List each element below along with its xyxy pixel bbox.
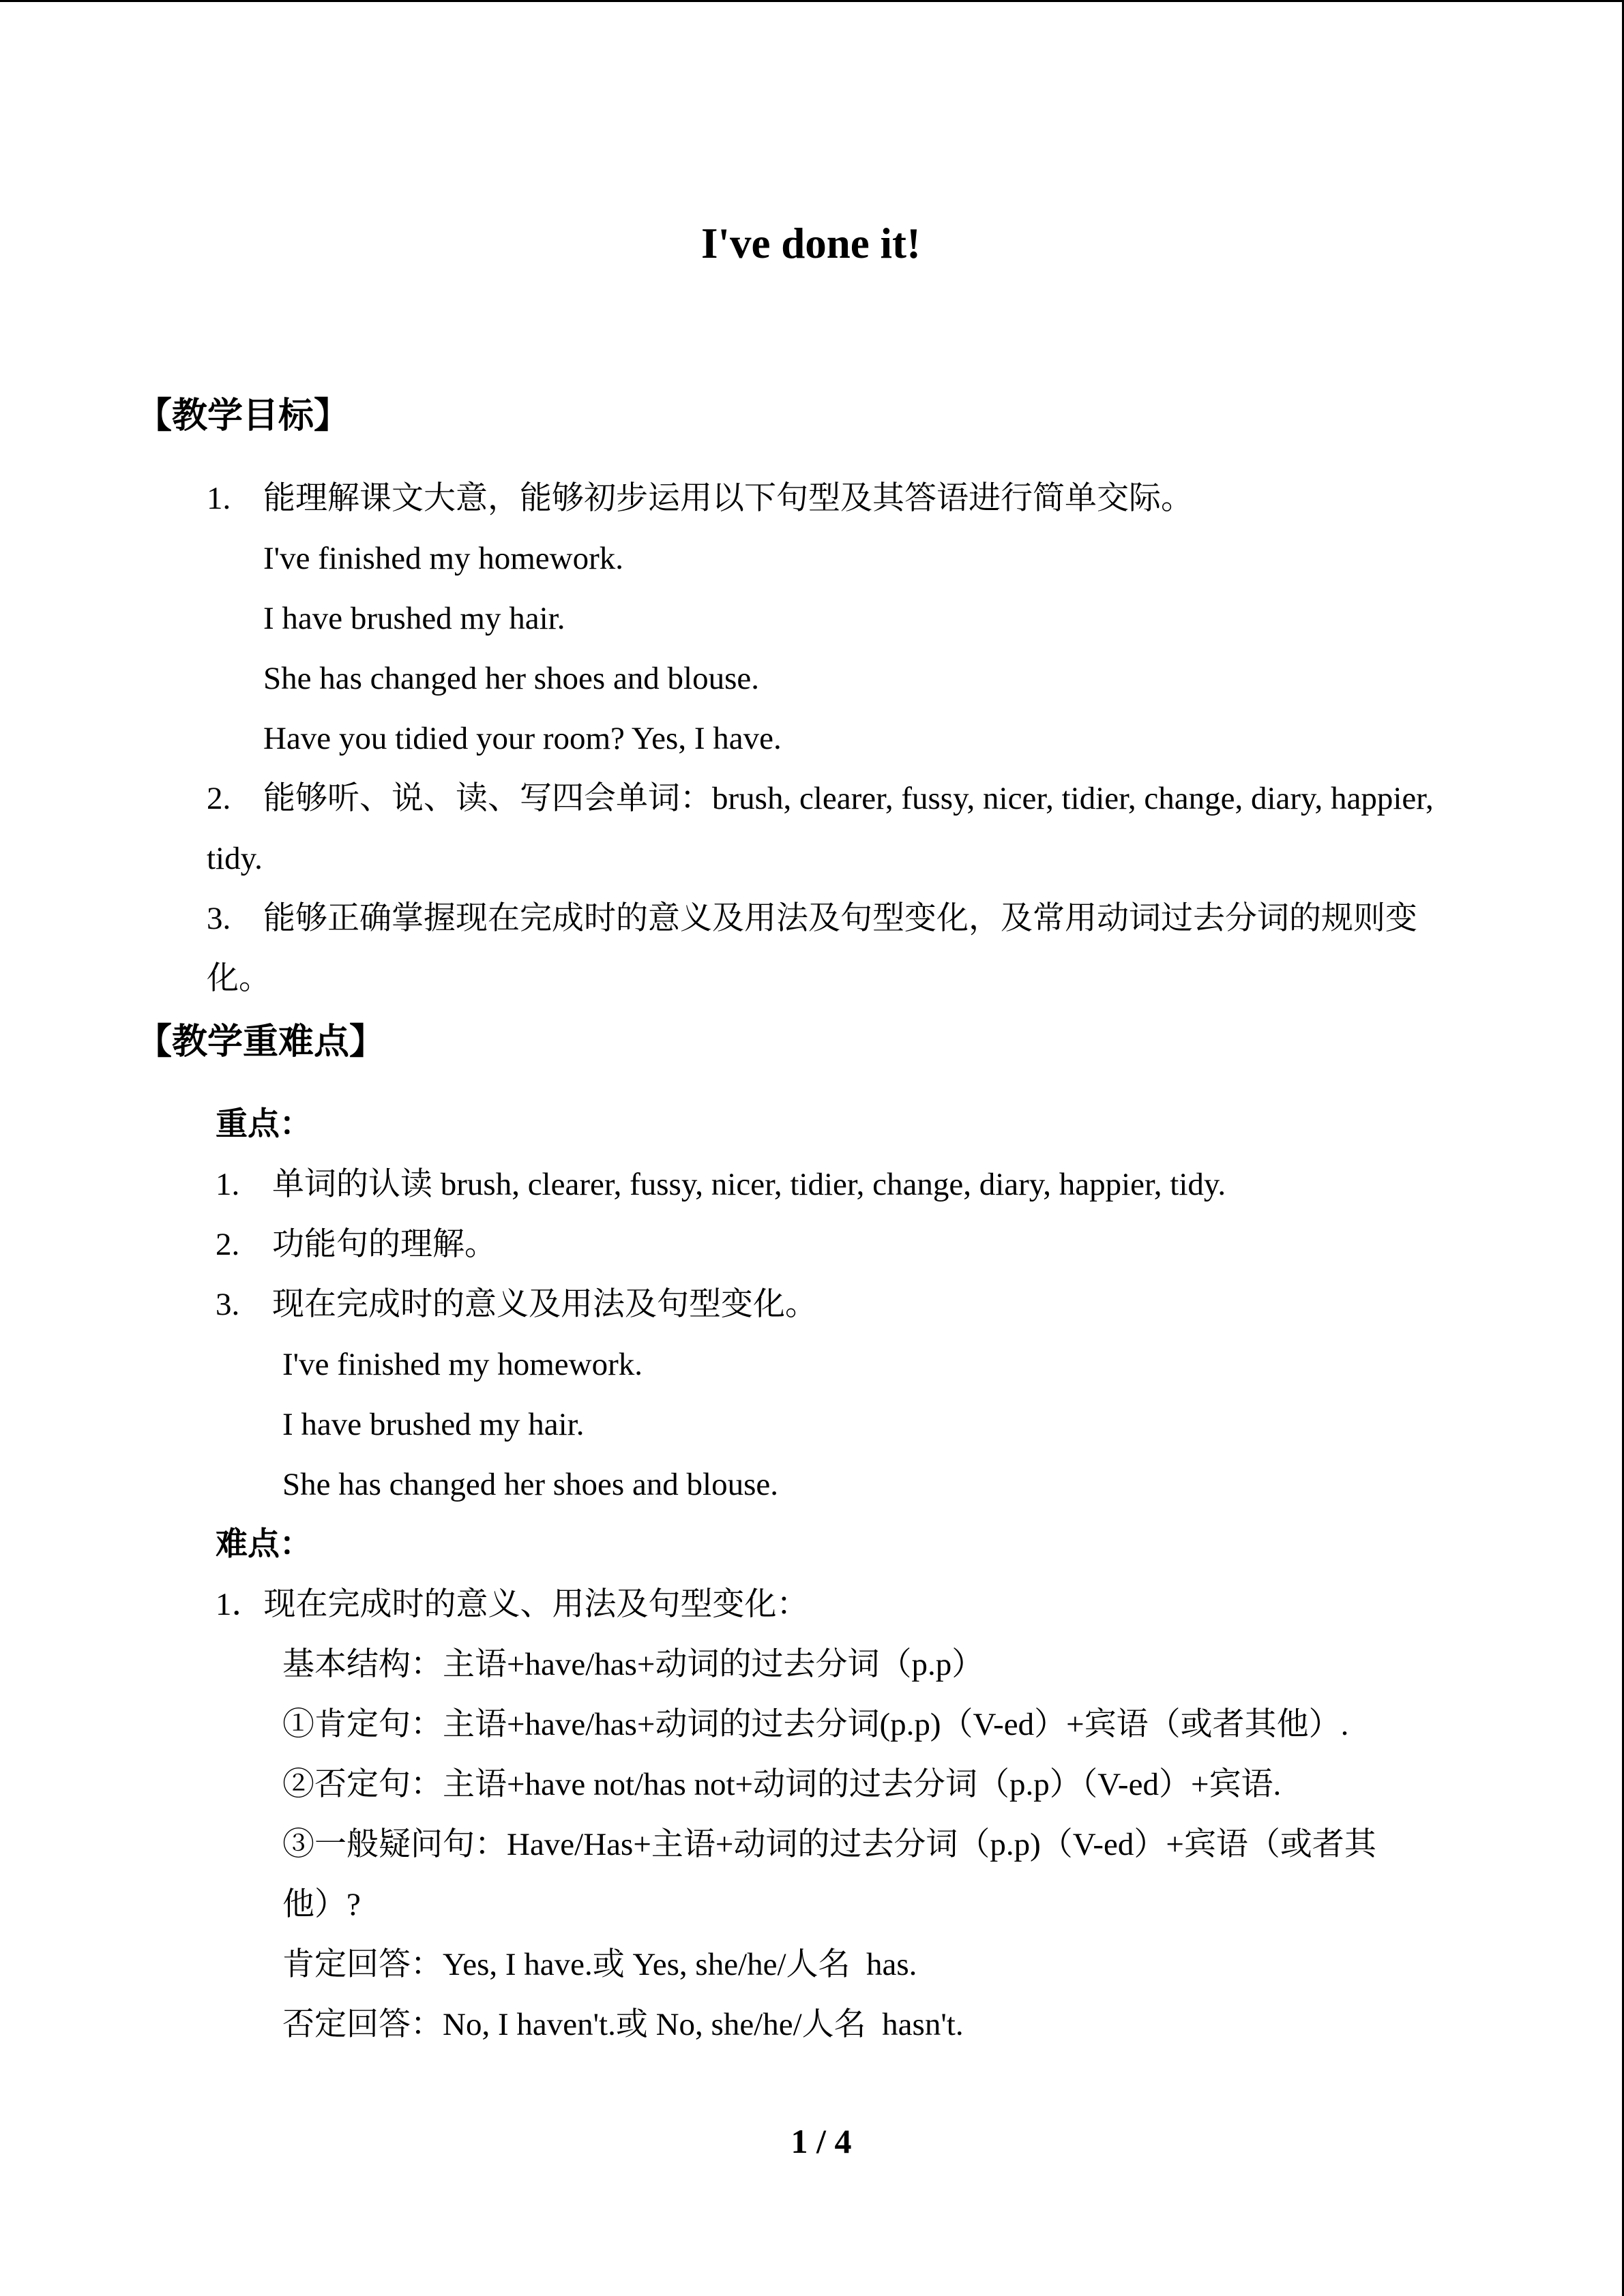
grammar-structure-line: 基本结构：主语+have/has+动词的过去分词（p.p） xyxy=(282,1647,984,1682)
item-number: 3. xyxy=(216,1287,240,1322)
item-number: 1. xyxy=(216,1167,240,1202)
section-heading-key-and-difficult-points: 【教学重难点】 xyxy=(136,1023,385,1062)
document-body xyxy=(0,383,1622,2055)
example-sentence: She has changed her shoes and blouse. xyxy=(282,1467,779,1502)
item-number: 2. xyxy=(207,781,231,816)
item-number: 2. xyxy=(216,1227,240,1262)
item-number: 1. xyxy=(207,481,231,516)
item-text: 能理解课文大意，能够初步运用以下句型及其答语进行简单交际。 xyxy=(263,481,1193,516)
key-point-item xyxy=(0,1214,1622,1274)
grammar-structure-line: ③一般疑问句：Have/Has+主语+动词的过去分词（p.p)（V-ed）+宾语（或者其 xyxy=(282,1827,1376,1862)
example-sentence: I have brushed my hair. xyxy=(282,1407,585,1442)
grammar-structure-line: 否定回答：No, I haven't.或 No, she/he/人名 hasn't. xyxy=(282,2007,964,2042)
grammar-structure-line: ②否定句：主语+have not/has not+动词的过去分词（p.p）（V-ed）+宾语. xyxy=(282,1767,1282,1802)
goal-item xyxy=(0,769,1622,829)
difficult-point-item xyxy=(0,1575,1622,1635)
item-text: 能够正确掌握现在完成时的意义及用法及句型变化，及常用动词过去分词的规则变 xyxy=(263,901,1417,936)
item-number: 3. xyxy=(207,901,231,936)
difficult-points-label: 难点： xyxy=(216,1527,312,1562)
key-points-label: 重点： xyxy=(216,1107,312,1142)
item-text: 能够听、说、读、写四会单词：brush, clearer, fussy, nicer, tidier, change, diary, happier, xyxy=(263,781,1434,816)
example-sentence: I've finished my homework. xyxy=(282,1347,643,1382)
key-point-item xyxy=(0,1154,1622,1214)
goal-item xyxy=(0,889,1622,949)
grammar-structure-line: 他）? xyxy=(282,1887,361,1922)
example-sentence: I've finished my homework. xyxy=(263,541,623,576)
example-sentence: I have brushed my hair. xyxy=(263,601,565,636)
key-point-item xyxy=(0,1274,1622,1335)
item-number: 1． xyxy=(216,1587,264,1622)
item-text: 现在完成时的意义、用法及句型变化： xyxy=(263,1587,809,1622)
example-sentence: She has changed her shoes and blouse. xyxy=(263,661,760,696)
grammar-structure-line: 肯定回答：Yes, I have.或 Yes, she/he/人名 has. xyxy=(282,1947,917,1982)
section-heading-teaching-goals: 【教学目标】 xyxy=(136,397,350,436)
item-text: 功能句的理解。 xyxy=(272,1227,497,1262)
document-title: I've done it! xyxy=(701,220,921,267)
page-number: 1 / 4 xyxy=(791,2122,852,2160)
example-sentence: Have you tidied your room? Yes, I have. xyxy=(263,721,782,756)
item-text-continued: tidy. xyxy=(207,841,263,876)
item-text: 单词的认读 brush, clearer, fussy, nicer, tidier, change, diary, happier, tidy. xyxy=(272,1167,1226,1202)
item-text: 现在完成时的意义及用法及句型变化。 xyxy=(272,1287,817,1322)
goal-item xyxy=(0,468,1622,528)
grammar-structure-line: ①肯定句：主语+have/has+动词的过去分词(p.p)（V-ed）+宾语（或者其他）. xyxy=(282,1707,1349,1742)
item-text-continued: 化。 xyxy=(207,961,271,996)
